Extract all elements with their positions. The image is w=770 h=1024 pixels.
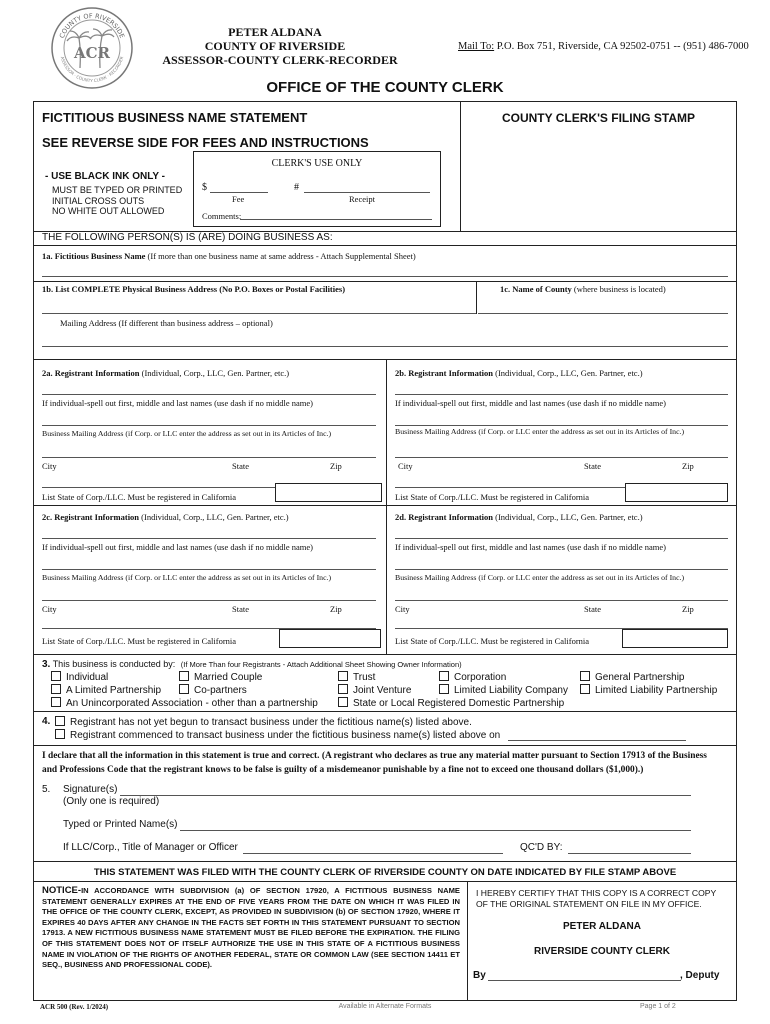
county-name-field[interactable] [478, 313, 728, 314]
registrant-2b-names-label: If individual-spell out first, middle and last names (use dash if no middle name) [395, 398, 666, 408]
section-3-lead: This business is conducted by: [52, 659, 176, 669]
section-1c-label [500, 284, 666, 294]
checkbox[interactable] [580, 671, 590, 681]
registrant-2a-corp-label: List State of Corp./LLC. Must be registered in California [42, 492, 237, 502]
registrant-2a-name-field[interactable] [42, 394, 376, 395]
qcd-field[interactable] [568, 853, 691, 854]
registrant-2c-names-label: If individual-spell out first, middle and last names (use dash if no middle name) [42, 542, 313, 552]
registrant-2b-address-field[interactable] [395, 457, 728, 458]
registrant-2d-names-label: If individual-spell out first, middle and last names (use dash if no middle name) [395, 542, 666, 552]
alternate-formats: Available in Alternate Formats [338, 1003, 432, 1010]
deputy-signature-field[interactable] [488, 980, 681, 981]
certify-title: RIVERSIDE COUNTY CLERK [534, 946, 670, 957]
section-4-number: 4. [42, 716, 51, 727]
registrant-2c-corp-state-input[interactable] [279, 629, 381, 648]
registrant-2c-city-label: City [42, 604, 57, 614]
option-llc[interactable] [439, 684, 568, 696]
checkbox[interactable] [179, 671, 189, 681]
registrant-2c-address-field[interactable] [42, 600, 376, 601]
option-individual[interactable] [51, 671, 108, 683]
receipt-hash: # [294, 182, 299, 193]
page-number: Page 1 of 2 [640, 1003, 676, 1010]
checkbox[interactable] [55, 716, 65, 726]
section-1c-title: 1c. Name of County [500, 284, 572, 294]
section-1b-label: 1b. List COMPLETE Physical Business Address (No P.O. Boxes or Postal Facilities) [42, 284, 346, 294]
qcd-label: QC'D BY: [520, 842, 563, 853]
option-label: Limited Liability Partnership [595, 685, 718, 696]
registrant-2a-mailing-label: Business Mailing Address (if Corp. or LLC enter the address as set out in its Articles of Inc.) [42, 429, 332, 438]
checkbox[interactable] [580, 684, 590, 694]
registrant-2d-city-label: City [395, 604, 410, 614]
option-trust[interactable] [338, 671, 375, 683]
registrant-2a-label [42, 368, 289, 378]
option-label: Joint Venture [353, 685, 412, 696]
option-commenced[interactable] [55, 729, 500, 741]
mail-to-label: Mail To: [458, 41, 495, 52]
ink-line-1: MUST BE TYPED OR PRINTED [52, 185, 183, 195]
registrant-2d-state-label: State [584, 604, 601, 614]
section-3-number: 3. [42, 659, 51, 670]
certify-text: I HEREBY CERTIFY THAT THIS COPY IS A CORRECT COPY OF THE ORIGINAL STATEMENT ON FILE IN MY OFFICE. [476, 888, 717, 909]
receipt-field[interactable] [304, 192, 430, 193]
registrant-2a-note: (Individual, Corp., LLC, Gen. Partner, etc.) [141, 368, 290, 378]
form-title: FICTITIOUS BUSINESS NAME STATEMENT [42, 110, 308, 125]
form-subtitle: SEE REVERSE SIDE FOR FEES AND INSTRUCTIONS [42, 135, 369, 150]
registrant-2d-corp-label: List State of Corp./LLC. Must be registered in California [395, 636, 590, 646]
registrant-2b-corp-label: List State of Corp./LLC. Must be registered in California [395, 492, 590, 502]
commenced-date-field[interactable] [508, 740, 686, 741]
checkbox[interactable] [338, 671, 348, 681]
checkbox[interactable] [338, 697, 348, 707]
option-label: General Partnership [595, 672, 685, 683]
option-joint-venture[interactable] [338, 684, 411, 696]
option-label: Registrant commenced to transact business under the fictitious business name(s) listed above on [70, 730, 501, 741]
registrant-2a-mailing-field[interactable] [42, 425, 376, 426]
section-1a-title: 1a. Fictitious Business Name [42, 251, 146, 261]
comments-label: Comments: [202, 211, 242, 221]
option-label: Co-partners [194, 685, 247, 696]
checkbox[interactable] [51, 671, 61, 681]
registrant-2b-mailing-label: Business Mailing Address (if Corp. or LLC enter the address as set out in its Articles of Inc.) [395, 427, 685, 436]
ink-line-3: NO WHITE OUT ALLOWED [52, 206, 165, 216]
mailing-address-label: Mailing Address (If different than business address – optional) [60, 318, 273, 328]
registrant-2b-note: (Individual, Corp., LLC, Gen. Partner, etc.) [495, 368, 643, 378]
mail-to [458, 41, 749, 52]
registrant-2d-address-field[interactable] [395, 600, 728, 601]
signature-label: Signature(s) [63, 784, 118, 795]
registrant-2c-mailing-field[interactable] [42, 569, 376, 570]
section-1c-note: (where business is located) [573, 284, 666, 294]
checkbox[interactable] [338, 684, 348, 694]
checkbox[interactable] [51, 697, 61, 707]
registrant-2d-name-field[interactable] [395, 538, 728, 539]
clerks-use-box [193, 151, 441, 227]
registrant-2d-mailing-field[interactable] [395, 569, 728, 570]
option-co-partners[interactable] [179, 684, 247, 696]
registrant-2c-note: (Individual, Corp., LLC, Gen. Partner, etc.) [141, 512, 289, 522]
clerks-use-title: CLERK'S USE ONLY [271, 158, 363, 169]
registrant-2d-mailing-label: Business Mailing Address (if Corp. or LLC enter the address as set out in its Articles of Inc.) [395, 573, 685, 582]
registrant-2d-label [395, 512, 643, 522]
seal-bottom-text: ASSESSOR · COUNTY CLERK · RECORDER [59, 55, 125, 84]
option-label: Individual [66, 672, 109, 683]
registrant-2d-title: 2d. Registrant Information [395, 512, 493, 522]
registrant-2a-city-label: City [42, 461, 57, 471]
signature-field[interactable] [120, 795, 691, 796]
option-llp[interactable] [580, 684, 717, 696]
section-3-note: (If More Than four Registrants - Attach Additional Sheet Showing Owner Information) [180, 660, 462, 669]
section-1a-label [42, 251, 416, 261]
form-number: ACR 500 (Rev. 1/2024) [40, 1003, 109, 1011]
option-label: A Limited Partnership [66, 685, 162, 696]
officer-title-field[interactable] [243, 853, 503, 854]
fee-field[interactable] [210, 192, 268, 193]
ink-heading: - USE BLACK INK ONLY - [45, 171, 166, 182]
notice-lead: NOTICE- [42, 885, 82, 896]
county-seal [50, 6, 134, 90]
registrant-2a-title: 2a. Registrant Information [42, 368, 140, 378]
registrant-2c-label [42, 512, 289, 522]
seal-initials: ACR [73, 44, 111, 62]
certify-name: PETER ALDANA [563, 921, 641, 932]
comments-field[interactable] [240, 219, 432, 220]
registrant-2b-city-label: City [398, 461, 413, 471]
seal-top-text: COUNTY OF RIVERSIDE [57, 11, 127, 40]
registrant-2c-zip-label: Zip [330, 604, 342, 614]
option-not-yet-begun[interactable] [55, 716, 472, 728]
ink-line-2: INITIAL CROSS OUTS [52, 196, 145, 206]
registrant-2b-state-label: State [584, 461, 601, 471]
section-3-heading [42, 659, 462, 670]
option-unincorporated-association[interactable] [51, 697, 318, 709]
option-married-couple[interactable] [179, 671, 262, 683]
mailing-address-field[interactable] [42, 346, 728, 347]
registrant-2b-corp-state-input[interactable] [625, 483, 728, 502]
option-label: State or Local Registered Domestic Partnership [353, 698, 565, 709]
by-label: By [473, 970, 486, 981]
registrant-2a-state-label: State [232, 461, 249, 471]
registrant-2d-zip-label: Zip [682, 604, 694, 614]
office-title: OFFICE OF THE COUNTY CLERK [266, 79, 504, 96]
checkbox[interactable] [51, 684, 61, 694]
signature-note: (Only one is required) [63, 796, 160, 807]
registrant-2c-name-field[interactable] [42, 538, 376, 539]
option-label: Limited Liability Company [454, 685, 568, 696]
option-general-partnership[interactable] [580, 671, 685, 683]
section-1a-note: (If more than one business name at same address - Attach Supplemental Sheet) [147, 251, 416, 261]
notice-body: IN ACCORDANCE WITH SUBDIVISION (a) OF SECTION 17920, A FICTITIOUS BUSINESS NAME STATEMENT GENERALLY EXPIRES AT THE END OF FIVE YEARS FROM THE DATE ON WHICH IT WAS FILED IN THE OFFICE OF THE COUNTY CLERK, EXCEPT, AS PROVIDED IN SUBDIVISION (b) OF SECTION 17920, WHERE IT EXPIRES 40 DAYS AFTER ANY CHANGE IN THE FACTS SET FORTH IN THIS STATEMENT PURSUANT TO SECTION 17913. A NEW FICTITIOUS BUSINESS NAME STATEMENT MUST BE FILED BEFORE THE EXPIRATION. THE FILING OF THIS STATEMENT DOES NOT OF ITSELF AUTHORIZE THE USE IN THIS STATE OF A FICTITIOUS BUSINESS NAME IN VIOLATION OF THE RIGHTS OF ANOTHER FEDERAL, STATE OR COMMON LAW (SEE SECTION 14411 ET SEQ., BUSINESS AND PROFESSIONAL CODE). [42, 886, 460, 970]
registrant-2c-title: 2c. Registrant Information [42, 512, 140, 522]
fee-label: Fee [232, 194, 245, 204]
registrant-2a-address-field[interactable] [42, 457, 376, 458]
typed-name-field[interactable] [180, 830, 691, 831]
registrant-2d-note: (Individual, Corp., LLC, Gen. Partner, etc.) [495, 512, 643, 522]
filed-banner: THIS STATEMENT WAS FILED WITH THE COUNTY CLERK OF RIVERSIDE COUNTY ON DATE INDICATED BY FILE STAMP ABOVE [93, 867, 677, 878]
registrant-2a-zip-label: Zip [330, 461, 342, 471]
header-county: COUNTY OF RIVERSIDE [204, 39, 346, 53]
filing-stamp-label: COUNTY CLERK'S FILING STAMP [501, 111, 696, 125]
header-name: PETER ALDANA [228, 25, 322, 39]
option-label: Married Couple [194, 672, 263, 683]
officer-title-label: If LLC/Corp., Title of Manager or Officer [63, 842, 238, 853]
option-limited-partnership[interactable] [51, 684, 161, 696]
option-label: Corporation [454, 672, 507, 683]
registrant-2b-mailing-field[interactable] [395, 425, 728, 426]
checkbox[interactable] [55, 729, 65, 739]
option-domestic-partnership[interactable] [338, 697, 564, 709]
checkbox[interactable] [439, 671, 449, 681]
fee-dollar: $ [202, 182, 207, 193]
registrant-2c-mailing-label: Business Mailing Address (if Corp. or LLC enter the address as set out in its Articles of Inc.) [42, 573, 332, 582]
mail-to-address: P.O. Box 751, Riverside, CA 92502-0751 -- (951) 486-7000 [496, 41, 749, 52]
declaration-text: I declare that all the information in this statement is true and correct. (A registrant who declares as true any material matter pursuant to Section 17913 of the Business and Professions Code that the registrant knows to be false is guilty of a misdemeanor punishable by a fine not to exceed one thousand dollars ($1,000).) [42, 751, 707, 775]
business-name-field[interactable] [42, 276, 728, 277]
header-department: ASSESSOR-COUNTY CLERK-RECORDER [162, 53, 398, 67]
registrant-2a-names-label: If individual-spell out first, middle and last names (use dash if no middle name) [42, 398, 313, 408]
option-corporation[interactable] [439, 671, 506, 683]
registrant-2c-state-label: State [232, 604, 249, 614]
checkbox[interactable] [179, 684, 189, 694]
registrant-2b-title: 2b. Registrant Information [395, 368, 493, 378]
option-label: An Unincorporated Association - other than a partnership [66, 698, 318, 709]
notice-text [42, 886, 460, 971]
registrant-2b-name-field[interactable] [395, 394, 728, 395]
registrant-2b-zip-label: Zip [682, 461, 694, 471]
receipt-label: Receipt [349, 194, 375, 204]
option-label: Registrant has not yet begun to transact business under the fictitious name(s) listed above. [70, 717, 472, 728]
section-5-number: 5. [42, 784, 51, 795]
option-label: Trust [353, 672, 376, 683]
registrant-2d-corp-state-input[interactable] [622, 629, 728, 648]
registrant-2a-corp-state-input[interactable] [275, 483, 382, 502]
typed-name-label: Typed or Printed Name(s) [63, 819, 178, 830]
registrant-2c-corp-label: List State of Corp./LLC. Must be registered in California [42, 636, 237, 646]
doing-business-label: THE FOLLOWING PERSON(S) IS (ARE) DOING BUSINESS AS: [42, 232, 333, 243]
physical-address-field[interactable] [42, 313, 476, 314]
deputy-label: , Deputy [680, 970, 720, 981]
registrant-2b-label [395, 368, 643, 378]
checkbox[interactable] [439, 684, 449, 694]
